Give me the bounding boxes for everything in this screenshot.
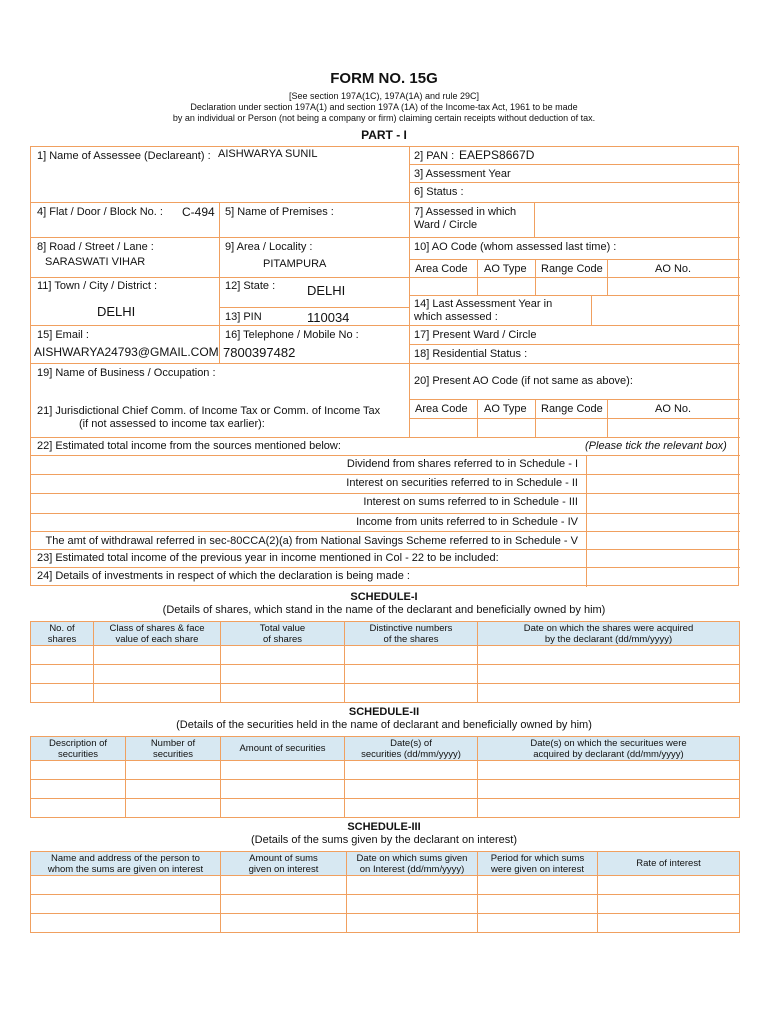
name-label: 1] Name of Assessee (Declareant) : — [37, 150, 211, 162]
area-label: 9] Area / Locality : — [225, 241, 313, 253]
s3-col-2: Amount of sums given on interest — [221, 852, 347, 876]
tick-box-2[interactable] — [587, 475, 739, 492]
assessed-label-2: Ward / Circle — [414, 219, 478, 231]
ward-label: 17] Present Ward / Circle — [414, 329, 537, 341]
s2-col-3: Amount of securities — [221, 737, 345, 761]
area-value[interactable]: PITAMPURA — [263, 258, 327, 270]
schedule2-subtitle: (Details of the securities held in the name of declarant and beneficially owned by him) — [176, 719, 592, 731]
phone-value[interactable]: 7800397482 — [223, 345, 296, 360]
table-row[interactable] — [31, 646, 740, 665]
s1-col-4: Distinctive numbers of the shares — [345, 622, 478, 646]
road-value[interactable]: SARASWATI VIHAR — [45, 256, 146, 268]
tick-box-5[interactable] — [587, 532, 739, 548]
ao-col-type: AO Type — [484, 263, 527, 275]
pan-value[interactable]: EAEPS8667D — [459, 148, 535, 162]
res-status-label: 18] Residential Status : — [414, 348, 528, 360]
table-row[interactable] — [31, 799, 740, 818]
s1-col-5: Date on which the shares were acquired by the declarant (dd/mm/yyyy) — [478, 622, 740, 646]
s3-col-3: Date on which sums given on Interest (dd/mm/yyyy) — [347, 852, 478, 876]
ao2-col-area: Area Code — [415, 403, 468, 415]
s1-col-1: No. of shares — [31, 622, 94, 646]
pin-value[interactable]: 110034 — [307, 310, 350, 325]
ao2-col-type: AO Type — [484, 403, 527, 415]
s3-col-1: Name and address of the person to whom the sums are given on interest — [31, 852, 221, 876]
road-label: 8] Road / Street / Lane : — [37, 241, 154, 253]
prev-year-label: 23] Estimated total income of the previous year in income mentioned in Col - 22 to be included: — [37, 552, 499, 564]
status-label: 6] Status : — [414, 186, 464, 198]
schedule1-table — [30, 621, 740, 703]
schedule1-subtitle: (Details of shares, which stand in the name of the declarant and beneficially owned by him) — [162, 604, 606, 616]
assessed-label-1: 7] Assessed in which — [414, 206, 517, 218]
juris-label-2: (if not assessed to income tax earlier): — [79, 418, 265, 430]
town-value[interactable]: DELHI — [97, 304, 136, 319]
income-source-4: Income from units referred to in Schedule - IV — [356, 516, 578, 528]
ao-col-range: Range Code — [541, 263, 603, 275]
name-value[interactable]: AISHWARYA SUNIL — [218, 148, 318, 160]
income-source-3: Interest on sums referred to in Schedule - III — [363, 496, 578, 508]
flat-label: 4] Flat / Door / Block No. : — [37, 206, 163, 218]
state-value[interactable]: DELHI — [307, 283, 346, 298]
schedule3-title: SCHEDULE-III — [347, 821, 421, 833]
email-label: 15] Email : — [37, 329, 89, 341]
table-row[interactable] — [31, 876, 740, 895]
premises-label: 5] Name of Premises : — [225, 206, 334, 218]
part-one-form — [30, 146, 739, 586]
ao-col-area: Area Code — [415, 263, 468, 275]
business-label: 19] Name of Business / Occupation : — [37, 367, 216, 379]
ao-code-label: 10] AO Code (whom assessed last time) : — [414, 241, 617, 253]
schedule3-table — [30, 851, 740, 933]
s1-col-3: Total value of shares — [221, 622, 345, 646]
table-row[interactable] — [31, 780, 740, 799]
header-line-1: [See section 197A(1C), 197A(1A) and rule 29C] — [288, 91, 480, 101]
part-heading: PART - I — [361, 128, 407, 142]
header-line-2: Declaration under section 197A(1) and section 197A (1A) of the Income-tax Act, 1961 to be made — [190, 102, 578, 112]
s3-col-5: Rate of interest — [598, 852, 740, 876]
schedule1-title: SCHEDULE-I — [350, 591, 418, 603]
table-row[interactable] — [31, 684, 740, 703]
email-value[interactable]: AISHWARYA24793@GMAIL.COM — [34, 345, 219, 359]
tick-box-3[interactable] — [587, 494, 739, 512]
ao2-col-range: Range Code — [541, 403, 603, 415]
town-label: 11] Town / City / District : — [37, 280, 158, 292]
est-income-label: 22] Estimated total income from the sources mentioned below: — [37, 440, 341, 452]
s1-col-2: Class of shares & face value of each share — [94, 622, 221, 646]
ao-col-no: AO No. — [655, 263, 692, 275]
income-source-5: The amt of withdrawal referred in sec-80CCA(2)(a) from National Savings Scheme referred to in Schedule - V — [45, 535, 578, 547]
header-line-3: by an individual or Person (not being a company or firm) claiming certain receipts without deduction of tax. — [172, 113, 596, 123]
schedule2-title: SCHEDULE-II — [348, 706, 420, 718]
juris-label-1: 21] Jurisdictional Chief Comm. of Income Tax or Comm. of Income Tax — [37, 405, 381, 417]
pin-label: 13] PIN — [225, 311, 262, 323]
tick-note: (Please tick the relevant box) — [585, 440, 727, 452]
tick-box-4[interactable] — [587, 514, 739, 530]
last-ay-label-2: which assessed : — [414, 311, 498, 323]
s2-col-5: Date(s) on which the securitues were acquired by declarant (dd/mm/yyyy) — [478, 737, 740, 761]
present-ao-label: 20] Present AO Code (if not same as above): — [414, 375, 633, 387]
s3-col-4: Period for which sums were given on interest — [478, 852, 598, 876]
state-label: 12] State : — [225, 280, 276, 292]
table-row[interactable] — [31, 761, 740, 780]
last-ay-label-1: 14] Last Assessment Year in — [414, 298, 553, 310]
schedule2-table — [30, 736, 740, 818]
assessment-year-label: 3] Assessment Year — [414, 168, 511, 180]
investments-label: 24] Details of investments in respect of which the declaration is being made : — [37, 570, 410, 582]
table-row[interactable] — [31, 665, 740, 684]
income-source-2: Interest on securities referred to in Schedule - II — [346, 477, 578, 489]
phone-label: 16] Telephone / Mobile No : — [225, 329, 359, 341]
table-row[interactable] — [31, 914, 740, 933]
s2-col-2: Number of securities — [126, 737, 221, 761]
flat-value[interactable]: C-494 — [182, 205, 215, 219]
ao2-col-no: AO No. — [655, 403, 692, 415]
schedule3-subtitle: (Details of the sums given by the declarant on interest) — [251, 834, 517, 846]
pan-label: 2] PAN : — [414, 150, 455, 162]
form-title: FORM NO. 15G — [330, 70, 438, 87]
s2-col-4: Date(s) of securities (dd/mm/yyyy) — [345, 737, 478, 761]
income-source-1: Dividend from shares referred to in Schedule - I — [346, 458, 578, 470]
tick-box-1[interactable] — [587, 456, 739, 473]
s2-col-1: Description of securities — [31, 737, 126, 761]
table-row[interactable] — [31, 895, 740, 914]
